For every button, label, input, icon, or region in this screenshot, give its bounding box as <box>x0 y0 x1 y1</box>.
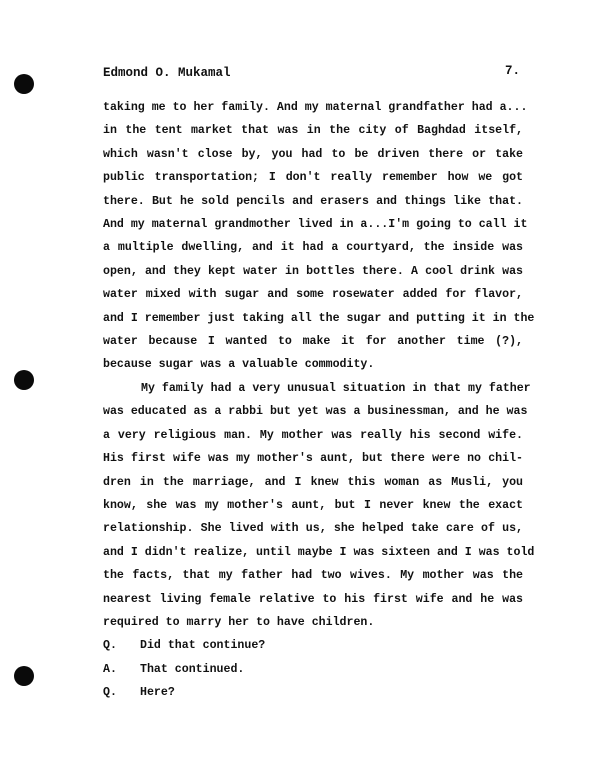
text-line: relationship. She lived with us, she helped take care of us, <box>103 522 523 536</box>
text-line: public transportation; I don't really remember how we got <box>103 171 523 185</box>
qa-line <box>103 658 523 681</box>
qa-text: Here? <box>140 686 175 700</box>
text-line: And my maternal grandmother lived in a...I'm going to call it <box>103 218 528 232</box>
text-line: nearest living female relative to his first wife and he was <box>103 592 523 606</box>
qa-text: Did that continue? <box>140 639 266 653</box>
page-number: 7. <box>505 64 521 78</box>
text-line: dren in the marriage, and I knew this woman as Musli, you <box>103 475 523 489</box>
text-line: a multiple dwelling, and it had a courtyard, the inside was <box>103 241 523 255</box>
qa-line <box>103 681 523 704</box>
text-line: open, and they kept water in bottles there. A cool drink was <box>103 264 523 278</box>
text-line: taking me to her family. And my maternal grandfather had a... <box>103 101 528 114</box>
binder-hole-top <box>14 74 34 94</box>
text-line: required to marry her to have children. <box>103 615 375 629</box>
text-line: the facts, that my father had two wives. My mother was the <box>103 569 523 583</box>
paragraph-2 <box>103 377 535 634</box>
text-line: water because I wanted to make it for another time (?), <box>103 335 523 349</box>
text-line: water mixed with sugar and some rosewater added for flavor, <box>103 288 523 302</box>
qa-line <box>103 634 523 657</box>
text-line: there. But he sold pencils and erasers and things like that. <box>103 194 523 208</box>
qa-speaker: A. <box>103 662 117 676</box>
text-line: and I remember just taking all the sugar and putting it in the <box>103 311 535 325</box>
transcript-body <box>103 96 535 705</box>
text-line: in the tent market that was in the city of Baghdad itself, <box>103 124 523 138</box>
qa-speaker: Q. <box>103 639 117 653</box>
text-line: and I didn't realize, until maybe I was sixteen and I was told <box>103 545 535 559</box>
paragraph-1 <box>103 96 535 377</box>
binder-hole-bottom <box>14 666 34 686</box>
text-line: was educated as a rabbi but yet was a businessman, and he was <box>103 405 528 419</box>
text-line: know, she was my mother's aunt, but I never knew the exact <box>103 498 523 512</box>
binder-hole-middle <box>14 370 34 390</box>
text-line: His first wife was my mother's aunt, but there were no chil- <box>103 452 523 466</box>
qa-text: That continued. <box>140 662 245 676</box>
text-line: because sugar was a valuable commodity. <box>103 358 375 372</box>
text-line: which wasn't close by, you had to be driven there or take <box>103 147 523 161</box>
qa-speaker: Q. <box>103 686 117 700</box>
text-line: a very religious man. My mother was really his second wife. <box>103 428 523 442</box>
header-name: Edmond O. Mukamal <box>103 66 231 80</box>
text-line: My family had a very unusual situation in that my father <box>141 381 531 395</box>
qa-section <box>103 634 523 704</box>
